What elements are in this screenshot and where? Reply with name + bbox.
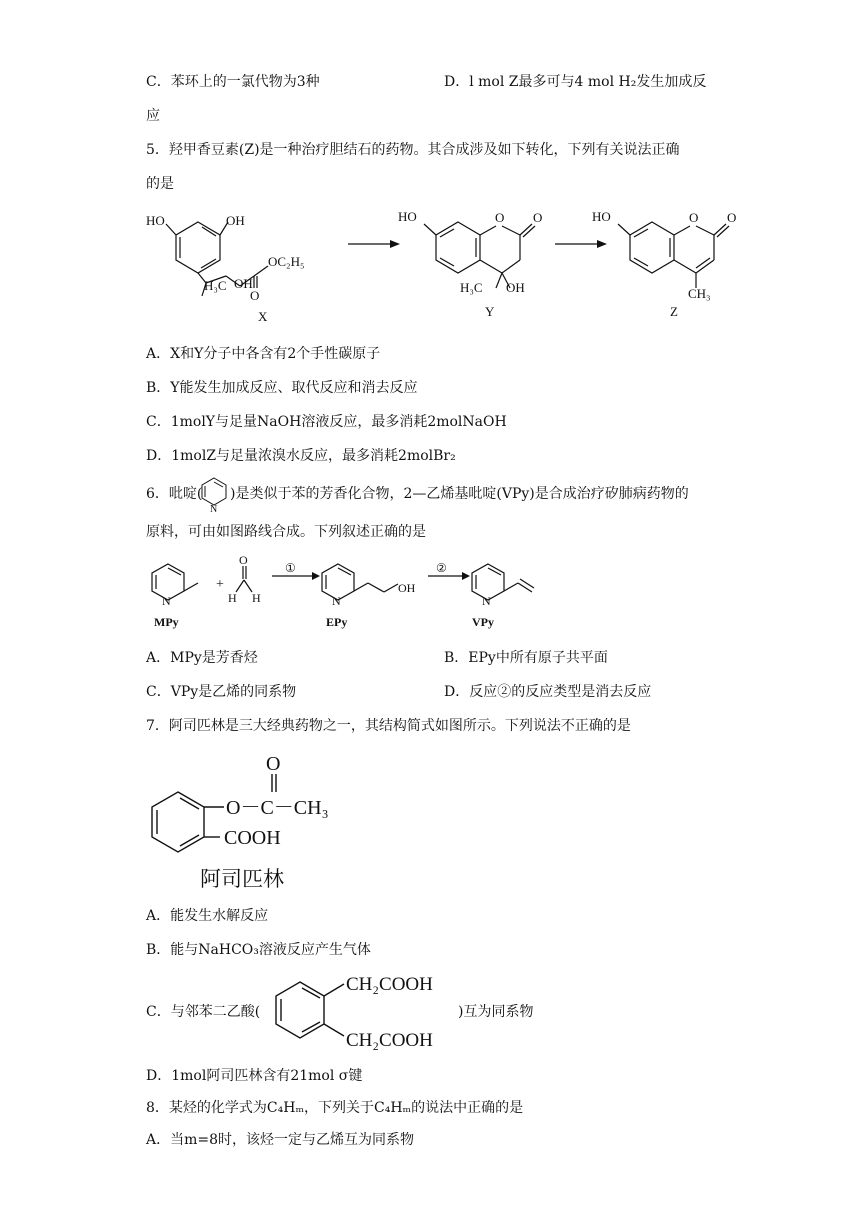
q7-stem: 7．阿司匹林是三大经典药物之一，其结构简式如图所示。下列说法不正确的是	[146, 718, 631, 734]
formaldehyde-h2: H	[252, 591, 261, 605]
q8-option-a: A．当m=8时，该烃一定与乙烯互为同系物	[146, 1132, 415, 1148]
diacid-top-group: CH₂COOH	[346, 974, 433, 995]
q5-stem-line1: 5．羟甲香豆素(Z)是一种治疗胆结石的药物。其合成涉及如下转化，下列有关说法正确	[146, 142, 680, 158]
q7-option-a: A．能发生水解反应	[146, 908, 269, 924]
arrow-head-step1	[312, 572, 320, 580]
q7-option-d: D．1mol阿司匹林含有21mol σ键	[146, 1068, 363, 1084]
q6-option-b: B．EPy中所有原子共平面	[444, 650, 608, 666]
y-ring-o-label: O	[495, 210, 505, 225]
step1-label: ①	[285, 561, 296, 575]
x-benzene-ring	[176, 222, 220, 273]
q5-option-a: A．X和Y分子中各含有2个手性碳原子	[146, 346, 381, 362]
y-ho-label: HO	[398, 209, 417, 224]
mpy-label: MPy	[154, 615, 179, 629]
aspirin-structure	[140, 748, 370, 894]
aspirin-name: 阿司匹林	[200, 867, 284, 891]
y-h3c-label: H₃C	[460, 280, 483, 295]
x-o-label: O	[250, 288, 260, 303]
aspirin-benzene-ring	[152, 792, 204, 852]
vpy-label: VPy	[472, 615, 494, 629]
q6-option-d: D．反应②的反应类型是消去反应	[444, 684, 652, 700]
plus-sign: +	[216, 577, 224, 592]
x-h3c-label: H₃C	[204, 278, 227, 293]
aspirin-ester-group: O－C－CH₃	[226, 797, 329, 819]
z-compound-label: Z	[670, 304, 678, 319]
z-ch3-label: CH₃	[688, 286, 711, 301]
q7-option-c-b: )互为同系物	[458, 1004, 534, 1020]
z-benzene-ring	[630, 222, 674, 273]
y-oh-label: OH	[506, 280, 525, 295]
x-compound-label: X	[258, 309, 268, 324]
pyridine-n-label: N	[210, 504, 218, 514]
epy-n-label: N	[332, 594, 341, 608]
q6-stem-line2: 原料，可由如图路线合成。下列叙述正确的是	[146, 524, 426, 540]
formaldehyde-h1: H	[228, 591, 237, 605]
q5-stem-line2: 的是	[146, 176, 174, 192]
q6-option-c: C．VPy是乙烯的同系物	[146, 684, 297, 700]
vpy-n-label: N	[482, 594, 491, 608]
step2-label: ②	[436, 561, 447, 575]
x-ho-label: HO	[146, 213, 165, 228]
pyridine-structure	[196, 474, 232, 514]
q4-option-d-continued: 应	[146, 108, 160, 124]
epy-label: EPy	[326, 615, 348, 629]
arrow-head-2	[597, 240, 607, 248]
q5-option-b: B．Y能发生加成反应、取代反应和消去反应	[146, 380, 418, 396]
mpy-n-label: N	[162, 594, 171, 608]
x-oh-label: OH	[226, 213, 245, 228]
aspirin-carbonyl-o: O	[266, 753, 281, 775]
q8-stem: 8．某烃的化学式为C₄Hₘ，下列关于C₄Hₘ的说法中正确的是	[146, 1100, 524, 1116]
aspirin-cooh: COOH	[224, 827, 281, 849]
q6-reaction-figure	[146, 552, 566, 634]
q4-option-d: D．l mol Z最多可与4 mol H₂发生加成反	[444, 74, 707, 90]
arrow-head-step2	[462, 572, 470, 580]
x-oc2h5-label: OC₂H₅	[268, 254, 305, 269]
q7-option-b: B．能与NaHCO₃溶液反应产生气体	[146, 942, 371, 958]
q6-option-a: A．MPy是芳香烃	[146, 650, 258, 666]
q5-option-c: C．1molY与足量NaOH溶液反应，最多消耗2molNaOH	[146, 414, 507, 430]
q5-reaction-figure	[140, 200, 760, 330]
formaldehyde-o: O	[239, 553, 248, 567]
epy-oh-label: OH	[398, 581, 416, 595]
phthalic-diacetic-acid-structure	[258, 966, 458, 1056]
arrow-head-1	[390, 240, 400, 248]
z-ho-label: HO	[592, 209, 611, 224]
z-ring-o-label: O	[689, 210, 699, 225]
y-carbonyl-o-label: O	[533, 210, 543, 225]
q6-stem-line1-b: )是类似于苯的芳香化合物，2—乙烯基吡啶(VPy)是合成治疗矽肺病药物的	[230, 486, 689, 502]
q6-stem-line1-a: 6．吡啶(	[146, 486, 203, 502]
y-benzene-ring	[436, 222, 480, 273]
diacid-benzene-ring	[276, 982, 324, 1038]
q7-option-c-a: C．与邻苯二乙酸(	[146, 1004, 261, 1020]
q5-option-d: D．1molZ与足量浓溴水反应，最多消耗2molBr₂	[146, 448, 456, 464]
q4-option-c: C．苯环上的一氯代物为3种	[146, 74, 320, 90]
diacid-bottom-group: CH₂COOH	[346, 1030, 433, 1051]
y-compound-label: Y	[485, 304, 495, 319]
x-oh2-label: OH	[234, 276, 253, 291]
z-carbonyl-o-label: O	[727, 210, 737, 225]
